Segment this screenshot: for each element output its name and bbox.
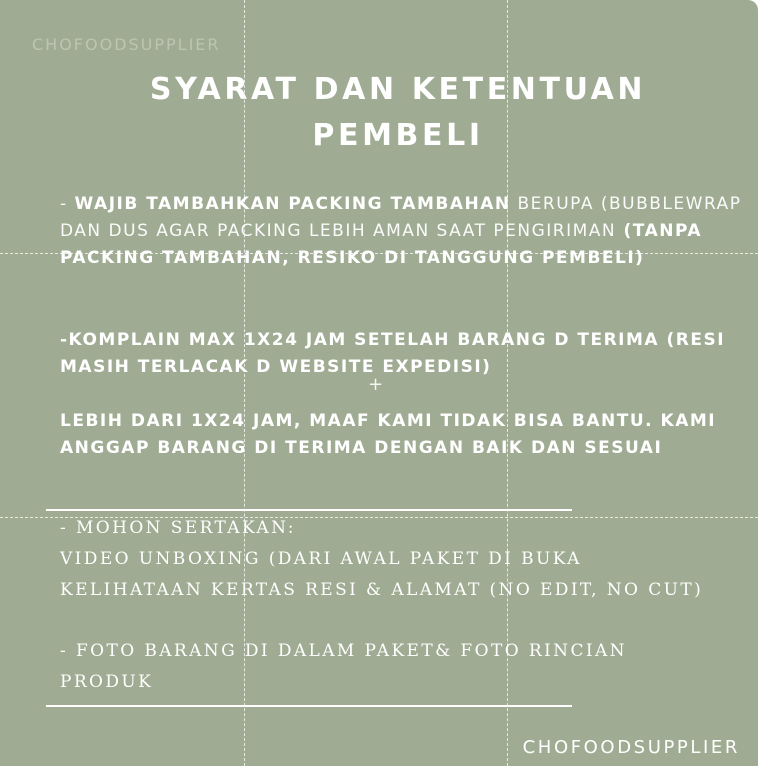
- requirements-heading: - MOHON SERTAKAN:: [60, 518, 296, 538]
- complaint-rule: -KOMPLAIN MAX 1X24 JAM SETELAH BARANG D TERIMA (RESI MASIH TERLACAK D WEBSITE EXPEDISI): [60, 330, 726, 377]
- plus-icon: +: [368, 374, 384, 395]
- late-notice: LEBIH DARI 1X24 JAM, MAAF KAMI TIDAK BISA BANTU. KAMI ANGGAP BARANG DI TERIMA DENGAN BAIK DAN SESUAI: [60, 411, 717, 458]
- brand-watermark-bottom: CHOFOODSUPPLIER: [522, 737, 740, 758]
- requirements-video-line2: KELIHATAAN KERTAS RESI & ALAMAT (NO EDIT, NO CUT): [60, 580, 704, 600]
- divider-bottom: [46, 705, 572, 707]
- page-title-line1: SYARAT DAN KETENTUAN: [149, 72, 647, 107]
- requirements-photo: - FOTO BARANG DI DALAM PAKET& FOTO RINCIAN PRODUK: [60, 641, 627, 692]
- packing-dash: -: [60, 194, 75, 214]
- packing-regular: BERUPA (BUBBLEWRAP DAN DUS AGAR PACKING LEBIH AMAN SAAT PENGIRIMAN: [60, 194, 742, 241]
- packing-bold-2: (TANPA PACKING TAMBAHAN, RESIKO DI TANGGUNG PEMBELI): [60, 221, 703, 268]
- brand-watermark-top: CHOFOODSUPPLIER: [32, 35, 221, 54]
- packing-bold-1: WAJIB TAMBAHKAN PACKING TAMBAHAN: [74, 194, 511, 214]
- packing-requirement: [60, 191, 750, 272]
- divider-top: [46, 509, 572, 511]
- page-title-line2: PEMBELI: [312, 118, 484, 153]
- requirements-video-line1: VIDEO UNBOXING (DARI AWAL PAKET DI BUKA: [60, 549, 582, 569]
